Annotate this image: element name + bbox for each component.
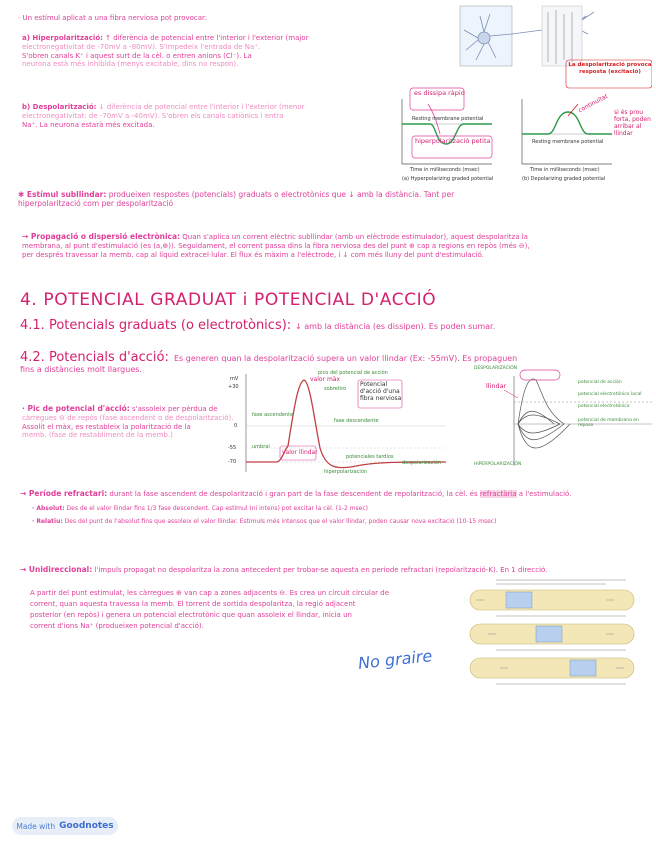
- s42-heading: 4.2. Potencials d'acció:: [20, 350, 169, 365]
- hyperpolarization-heading: a) Hiperpolarització:: [22, 34, 103, 42]
- lbl-despol: despolarización: [402, 460, 442, 466]
- depolarization-paragraph: [22, 103, 367, 129]
- fig3-l3: potencial electrotónico: [578, 404, 630, 409]
- lbl-llindar: valor llindar: [282, 449, 318, 456]
- depolarization-heading: b) Despolarització:: [22, 103, 97, 111]
- uni-text-1: l'impuls propagat no despolaritza la zona antecedent per trobar-se aquesta en període refractari (repolarització-K). En 1 direcció.: [94, 566, 548, 574]
- lbl-umbral: umbral: [252, 444, 270, 450]
- time-label-a: Time in milliseconds (msec): [410, 167, 480, 173]
- pic-paragraph: [22, 404, 237, 440]
- caption-b: (b) Depolarizing graded potential: [522, 176, 606, 182]
- s42-text-2: fins a distàncies molt llargues.: [20, 365, 142, 374]
- lbl-valor-max: valor màx: [310, 376, 341, 383]
- graph-depolarizing: [522, 99, 612, 164]
- refr-text-1: durant la fase ascendent de despolarització i gran part de la fase descendent de repolarització, la cèl. és: [109, 490, 478, 498]
- fig3-l4: potencial de membrana en reposo: [578, 418, 639, 428]
- intro-line: · Un estímul aplicat a una fibra nerviosa pot provocar:: [18, 14, 208, 22]
- depol-text-2: electronegativitat: de -70mV a -40mV). S'obren els canals catiònics i entra: [22, 111, 284, 120]
- tick-55: -55: [228, 445, 237, 451]
- sub-text-1: produeixen respostes (potencials) graduats o electrotònics que ↓ amb la distància. Tant per: [108, 190, 455, 199]
- ann-dissipa: es dissipa ràpid: [414, 89, 465, 97]
- axon-row-3: [470, 658, 634, 678]
- refr-absolute-heading: · Absolut:: [32, 504, 65, 512]
- fig3-l2: potencial electrotónico local: [578, 392, 642, 397]
- fig3-top: DESPOLARIZACIÓN: [474, 366, 518, 371]
- caption-a: (a) Hyperpolarizing graded potential: [402, 176, 494, 182]
- unidirectional-paragraph: [30, 588, 460, 631]
- section-4-1: [20, 318, 650, 333]
- fig3-l1: potencial de acción: [578, 380, 622, 385]
- propagation-paragraph: [22, 232, 647, 259]
- refractory-heading: → Període refractari:: [20, 489, 108, 498]
- refr-relative-text: Des del punt de l'absolut fins que assoleix el valor llindar. Estímuls més intensos que el valor llindar, poden causar nova excitació (10-15 msec): [64, 518, 497, 526]
- refr-text-2: a l'estimulació.: [518, 490, 572, 498]
- depol-text-1: ↓ diferència de potencial entre l'interior i l'exterior (menor: [98, 103, 305, 111]
- ann-llindar: llindar: [486, 382, 507, 390]
- ann-continuitat: continuïtat: [577, 92, 610, 115]
- pic-text-1: s'assoleix per pèrdua de: [132, 405, 218, 413]
- s42-text-1: Es generen quan la despolarització supera un valor llindar (Ex: -55mV). Es propaguen: [173, 354, 518, 363]
- logo-made-with: Made with: [16, 821, 56, 831]
- hyper-text-2: electronegativitat de -70mV a -80mV). S'impedeix l'entrada de Na⁺.: [22, 42, 261, 51]
- fig3-bottom: HIPERPOLARIZACIÓN: [474, 462, 522, 467]
- ann-pot-accio: Potencial d'acció d'una fibra nerviosa: [360, 381, 402, 402]
- uni-text-5: corrent d'ions Na⁺ (produeixen potencial d'acció).: [30, 621, 204, 630]
- resting-label-a: Resting membrane potential: [412, 116, 484, 122]
- refr-relative-heading: · Relatiu:: [32, 518, 63, 526]
- action-potential-figure: [226, 368, 454, 478]
- subthreshold-paragraph: [18, 190, 643, 209]
- uni-text-2: A partir del punt estimulat, les càrregues ⊕ van cap a zones adjacents ⊖. Es crea un circuit circular de: [30, 589, 390, 597]
- pic-text-2: càrregues ⊖ de repòs (fase ascendent o de despolarització).: [22, 413, 234, 422]
- axon-conduction-svg: [466, 576, 652, 694]
- subthreshold-heading: ✱ Estímul subllindar:: [18, 190, 107, 199]
- signature: No graire: [357, 646, 434, 673]
- prop-text-2: membrana, al punt d'estimulació (es (a,⊕)). Seguidament, el corrent passa dins la fibra nerviosa des del punt ⊕ cap a regions en repòs (més ⊖),: [22, 241, 530, 250]
- section-4-title: 4. POTENCIAL GRADUAT i POTENCIAL D'ACCIÓ: [20, 290, 437, 310]
- graded-potential-figure: [372, 4, 652, 192]
- lbl-hiperpol: hiperpolarización: [324, 469, 368, 475]
- graph-hyperpolarizing: [402, 99, 492, 164]
- uni-text-4: posterior (en repòs) i genera un potencial electrotònic que quan assoleix el llindar, inicia un: [30, 610, 352, 619]
- ann-side-strong: si és prou forta, poden arribar al llindar: [614, 109, 651, 137]
- resting-label-b: Resting membrane potential: [532, 139, 604, 145]
- hyper-text-4: neurona està més inhibida (menys excitable, dins no respon).: [22, 60, 239, 69]
- s41-text: ↓ amb la distància (es dissipen). Es poden sumar.: [295, 322, 496, 331]
- prop-text-3: per després travessar la memb. cap al líquid extracel·lular. El flux és màxim a l'elèctrode, i ↓ com més lluny del punt d'estimulació.: [22, 250, 484, 259]
- unidirectional-heading: → Unidireccional:: [20, 565, 93, 574]
- time-label-b: Time in milliseconds (msec): [530, 167, 600, 173]
- tick-0: 0: [234, 423, 238, 429]
- lbl-fase-desc: fase descendente: [334, 418, 379, 424]
- threshold-curves-figure: [474, 362, 652, 472]
- lbl-fase-asc: fase ascendente: [252, 412, 294, 418]
- lbl-pico: pico del potencial de acción: [318, 370, 388, 376]
- prop-text-1: Quan s'aplica un corrent elèctric subllindar (amb un elèctrode estimulador), aquest despolaritza la: [182, 233, 528, 241]
- refractory-paragraph: [20, 489, 650, 526]
- pic-text-3: Assolit el màx, es restableix la polarització de la: [22, 422, 191, 431]
- refr-absolute-text: Des de el valor llindar fins 1/3 fase descendent. Cap estímul (ni intens) pot excitar la cèl. (1-2 msec): [66, 504, 368, 512]
- axon-conduction-figure: [466, 576, 652, 694]
- hyperpolarization-paragraph: [22, 34, 367, 69]
- tick-30: +30: [228, 384, 239, 390]
- hyper-text-1: ↑ diferència de potencial entre l'interior i l'exterior (major: [105, 34, 309, 42]
- pic-text-4: memb. (fase de restabliment de la memb.): [22, 431, 173, 440]
- logo-brand: Goodnotes: [59, 821, 114, 831]
- s41-heading: 4.1. Potencials graduats (o electrotònics):: [20, 318, 292, 333]
- graded-potential-svg: [372, 4, 652, 192]
- refr-highlight: refractària: [479, 490, 517, 498]
- pic-heading: · Pic de potencial d'acció:: [22, 404, 130, 413]
- sub-text-2: hiperpolarització com per despolarització: [18, 199, 174, 209]
- tick-70: -70: [228, 459, 237, 465]
- unidirectional-heading-line: [20, 565, 620, 575]
- depol-text-3: Na⁺. La neurona estarà més excitada.: [22, 120, 155, 129]
- ann-hyper-small: hiperpolarització petita: [415, 137, 491, 145]
- propagation-heading: → Propagació o dispersió electrònica:: [22, 232, 181, 241]
- threshold-curves-svg: [474, 362, 652, 472]
- hyper-text-3: S'obren canals K⁺ i aquest surt de la cèl. o entren anions (Cl⁻). La: [22, 51, 252, 60]
- goodnotes-logo: [12, 817, 118, 835]
- ann-depol-red: La despolarització provoca resposta (excitació): [568, 62, 652, 75]
- lbl-sobretiro: sobretiro: [324, 386, 347, 392]
- axis-mv: mV: [230, 376, 239, 382]
- uni-text-3: corrent, quan aquesta travessa la memb. El torrent de sortida despolaritza, la regió adjacent: [30, 599, 356, 608]
- lbl-tardios: potenciales tardíos: [346, 454, 394, 460]
